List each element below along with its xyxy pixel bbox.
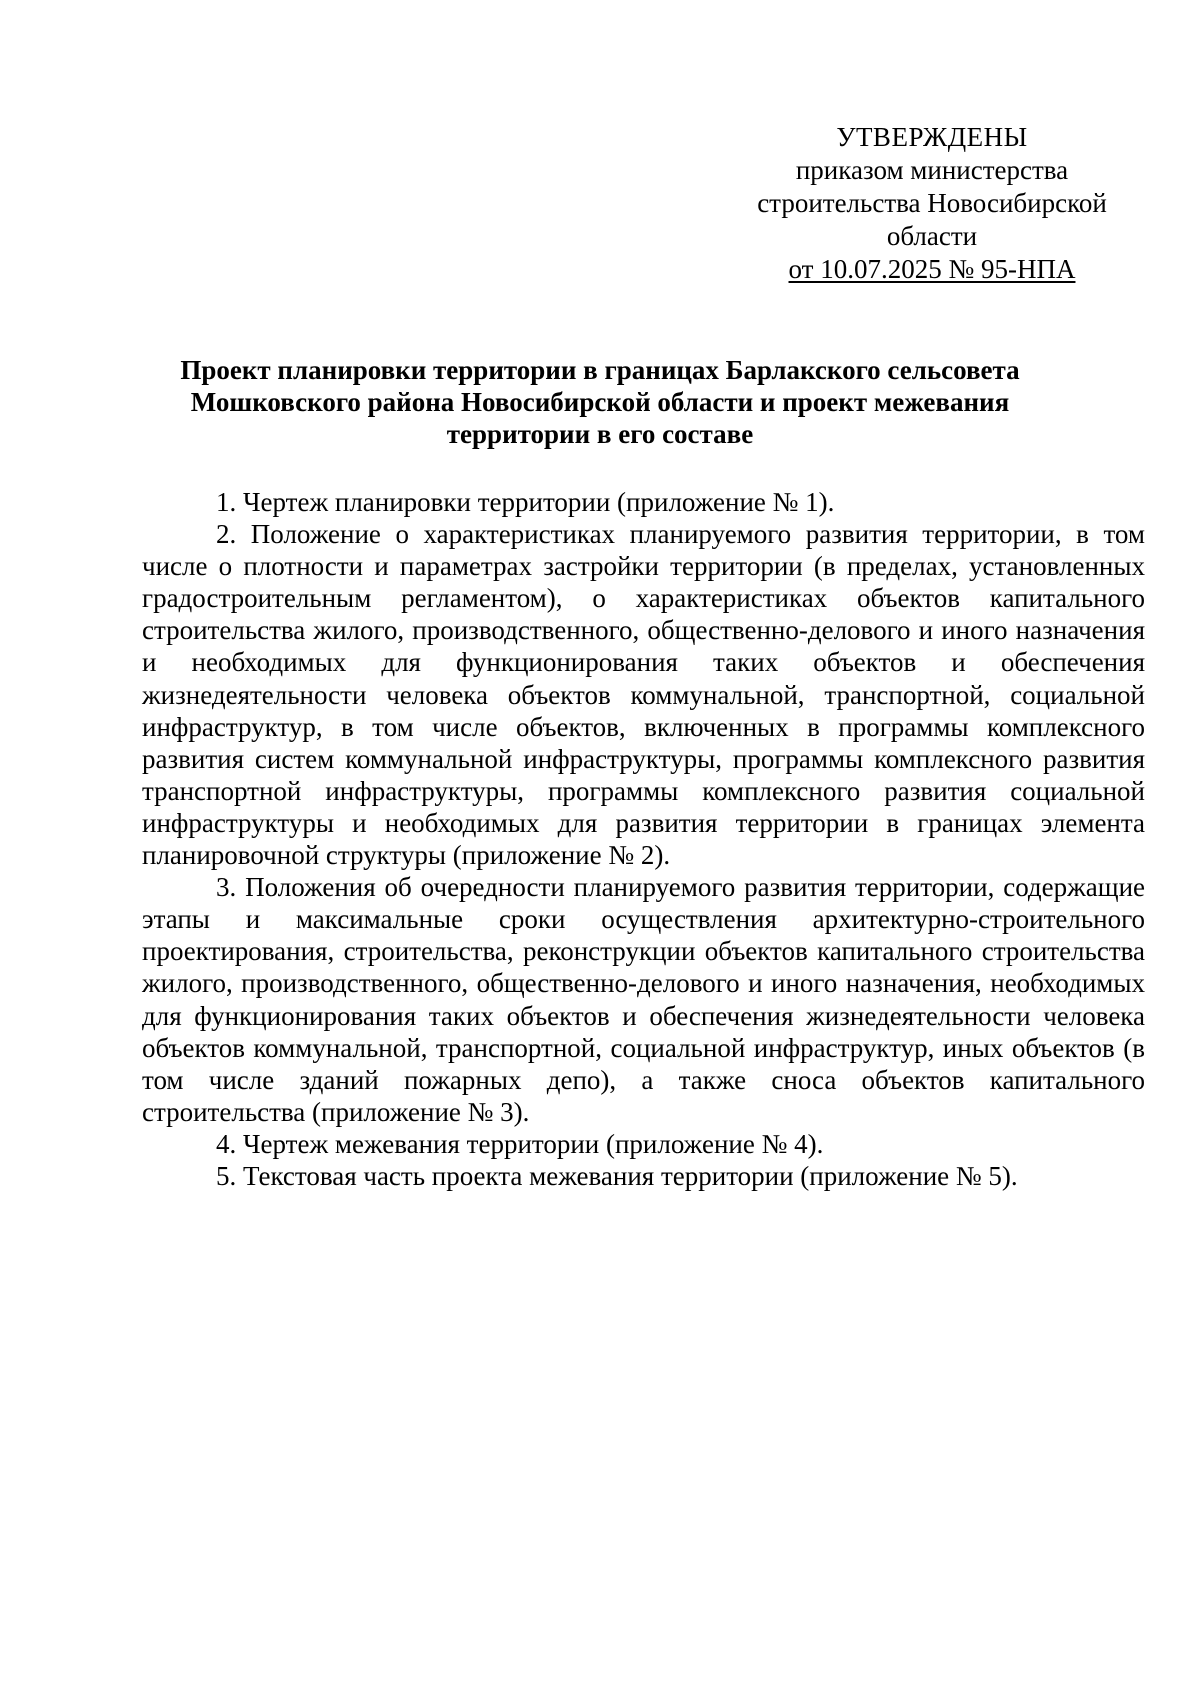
list-item-1: 1. Чертеж планировки территории (приложение № 1). <box>216 487 835 517</box>
document-title <box>130 354 1070 450</box>
approval-stamp <box>740 121 1124 286</box>
approval-line: области <box>886 221 978 251</box>
document-title-line: Проект планировки территории в границах Барлакского сельсовета <box>180 355 1020 385</box>
document-title-line: территории в его составе <box>446 419 754 449</box>
list-item-2: 2. Положение о характеристиках планируемого развития территории, в том числе о плотности и параметрах застройки территории (в пределах, установленных градостроительным регламентом), о характеристиках объектов капитального строительства жилого, производственного, общественно-делового и иного назначения и необходимых для функционирования таких объектов и обеспечения жизнедеятельности человека объектов коммунальной, транспортной, социальной инфраструктур, в том числе объектов, включенных в программы комплексного развития систем коммунальной инфраструктуры, программы комплексного развития транспортной инфраструктуры, программы комплексного развития социальной инфраструктуры и необходимых для развития территории в границах элемента планировочной структуры (приложение № 2). <box>142 519 1145 871</box>
list-item-3: 3. Положения об очередности планируемого развития территории, содержащие этапы и максимальные сроки осуществления архитектурно-строительного проектирования, строительства, реконструкции объектов капитального строительства жилого, производственного, общественно-делового и иного назначения, необходимых для функционирования таких объектов и обеспечения жизнедеятельности человека объектов коммунальной, транспортной, социальной инфраструктур, иных объектов (в том числе зданий пожарных депо), а также сноса объектов капитального строительства (приложение № 3). <box>142 872 1145 1127</box>
list-item-5: 5. Текстовая часть проекта межевания территории (приложение № 5). <box>216 1160 1018 1191</box>
document-title-line: Мошковского района Новосибирской области и проект межевания <box>190 387 1010 417</box>
approval-line: строительства Новосибирской <box>757 188 1107 218</box>
document-body <box>142 486 1145 1192</box>
approval-order-number: от 10.07.2025 № 95-НПА <box>788 254 1076 284</box>
approval-line: приказом министерства <box>795 155 1069 185</box>
list-item-4: 4. Чертеж межевания территории (приложение № 4). <box>216 1128 824 1159</box>
approval-title: УТВЕРЖДЕНЫ <box>836 122 1028 152</box>
